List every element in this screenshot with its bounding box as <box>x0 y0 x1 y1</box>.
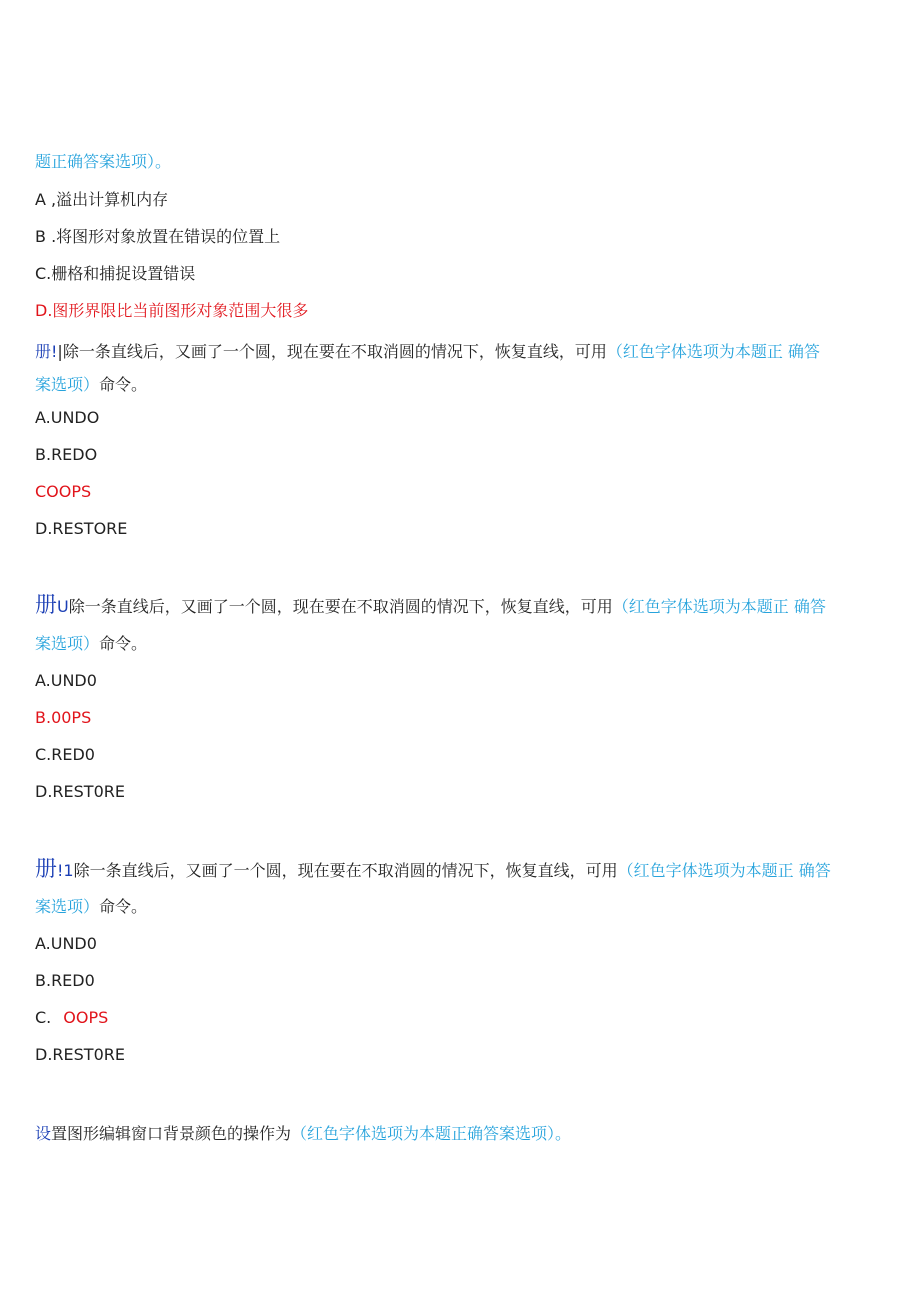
q2-marker-tail: U <box>57 597 69 616</box>
q4-hint: （红色字体选项为本题正确答案选项）。 <box>291 1124 572 1143</box>
q2-marker: 册 <box>35 593 58 618</box>
q2-option-a: A.UND0 <box>35 671 97 690</box>
q3-option-c-letter: C. <box>35 1008 52 1027</box>
q1-hint-line2: 案选项） <box>35 375 100 394</box>
q1-stem-text: 除一条直线后，又画了一个圆，现在要在不取消圆的情况下，恢复直线，可用 <box>62 342 607 361</box>
q1-option-d: D.RESTORE <box>35 519 128 538</box>
q2-stem <box>35 593 885 618</box>
q3-option-b: B.RED0 <box>35 971 95 990</box>
q1-stem-line2 <box>35 375 885 395</box>
q1-suffix: 命令。 <box>99 375 148 394</box>
q3-option-a: A.UND0 <box>35 934 97 953</box>
q2-option-d: D.REST0RE <box>35 782 125 801</box>
q3-option-d: D.REST0RE <box>35 1045 125 1064</box>
q2-stem-line2 <box>35 634 885 654</box>
q3-option-c-answer: OOPS <box>63 1008 109 1027</box>
q2-option-c: C.RED0 <box>35 745 95 764</box>
q0-option-d-answer: D.图形界限比当前图形对象范围大很多 <box>35 301 309 320</box>
q4-marker: 设 <box>35 1124 52 1143</box>
q2-suffix: 命令。 <box>99 634 148 653</box>
q3-hint-line1: （红色字体选项为本题正 确答 <box>617 861 831 880</box>
q4-stem <box>35 1124 885 1144</box>
q0-hint-tail: 题正确答案选项）。 <box>35 152 172 171</box>
q3-marker: 册 <box>35 857 58 882</box>
q4-stem-text: 置图形编辑窗口背景颜色的操作为 <box>51 1124 292 1143</box>
q1-hint-line1: （红色字体选项为本题正 确答 <box>606 342 820 361</box>
q1-option-a: A.UNDO <box>35 408 100 427</box>
q0-option-c: C.栅格和捕捉设置错误 <box>35 264 196 283</box>
q3-stem-line2 <box>35 897 885 917</box>
q3-stem <box>35 857 885 882</box>
q3-option-c <box>35 1008 885 1028</box>
q0-option-a: A ,溢出计算机内存 <box>35 190 169 209</box>
q1-marker: 册! <box>35 342 58 361</box>
q2-stem-text: 除一条直线后，又画了一个圆，现在要在不取消圆的情况下，恢复直线，可用 <box>68 597 613 616</box>
q3-marker-tail: !1 <box>57 861 74 880</box>
q2-hint-line1: （红色字体选项为本题正 确答 <box>612 597 826 616</box>
q3-stem-text: 除一条直线后，又画了一个圆，现在要在不取消圆的情况下，恢复直线，可用 <box>73 861 618 880</box>
q0-option-b: B .将图形对象放置在错误的位置上 <box>35 227 281 246</box>
q3-hint-line2: 案选项） <box>35 897 100 916</box>
q1-stem <box>35 342 885 362</box>
q3-suffix: 命令。 <box>99 897 148 916</box>
q2-option-b-answer: B.00PS <box>35 708 92 727</box>
q1-option-b: B.REDO <box>35 445 98 464</box>
q1-option-c-answer: COOPS <box>35 482 92 501</box>
q2-hint-line2: 案选项） <box>35 634 100 653</box>
q1-marker-tail: | <box>57 342 63 361</box>
